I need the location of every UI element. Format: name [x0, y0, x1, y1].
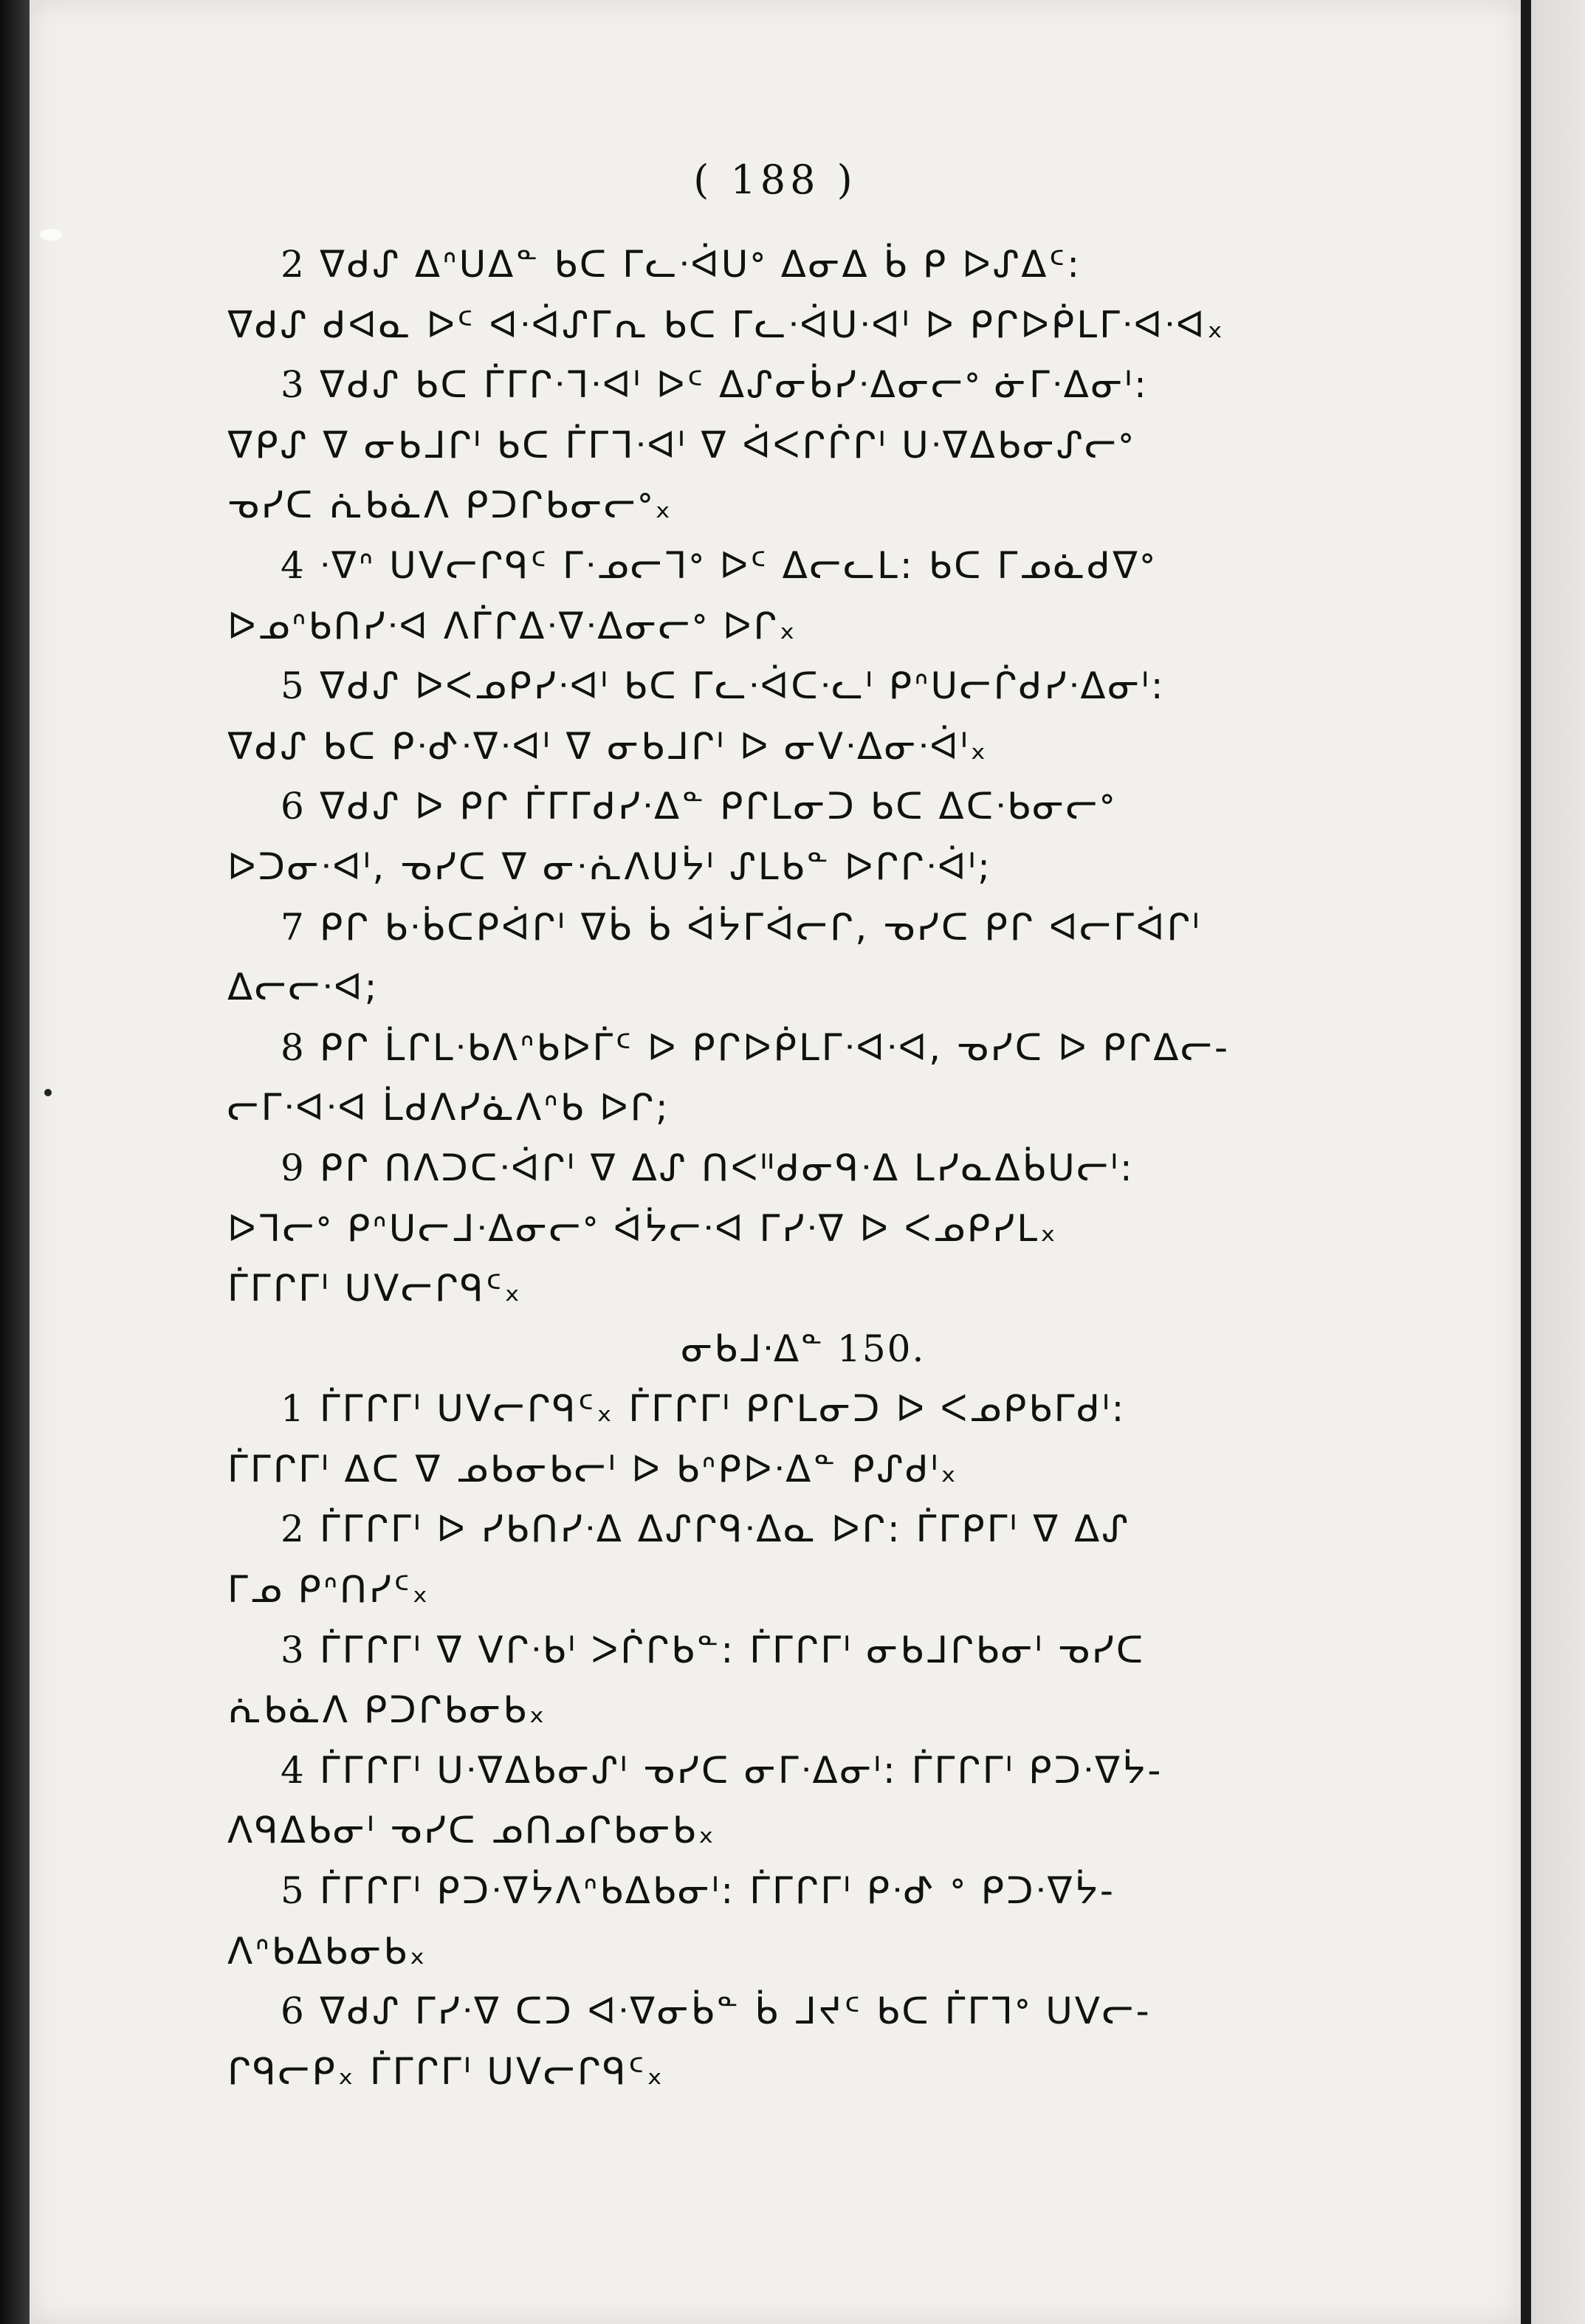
verse-text: ᒦᒥᒋᒥᑊ ᑭᑐᐧᐁᔮᐱᐢᑲᐃᑲᓂᑊ: ᒦᒥᒋᒥᑊ ᑭᐧᕷ ᐤ ᑭᑐᐧᐁᔮ- — [319, 1869, 1115, 1913]
text-line — [227, 717, 1379, 777]
text-line — [227, 235, 1379, 295]
verse-text: ᐃᓕᓕᐧᐊ; — [227, 966, 379, 1009]
text-line — [227, 1440, 1379, 1500]
verse-number: 8 — [281, 1025, 306, 1069]
verse-number: 3 — [281, 1628, 306, 1671]
text-line — [227, 1801, 1379, 1861]
text-line — [227, 1138, 1379, 1199]
next-page-edge — [1521, 0, 1585, 2324]
text-line — [227, 1018, 1379, 1079]
verse-text: ᐅᑐᓂᐧᐊᑊ, ᓀᓯᑕ ᐁ ᓂᐧᕇᐱᑌᔮᑊ ᔑᒪᑲᓐ ᐅᒋᒋᐧᐋᑊ; — [227, 845, 992, 888]
book-page — [30, 0, 1521, 2324]
text-line — [227, 536, 1379, 597]
verse-text: ᓀᓯᑕ ᕇᑲᓈᐱ ᑭᑐᒋᑲᓂᓕᐤₓ — [227, 484, 673, 527]
verse-number: 5 — [281, 664, 306, 708]
text-line — [227, 777, 1379, 837]
verse-number: 3 — [281, 363, 306, 407]
verse-text: ᑭᒋ ᑲᐧᑳᑕᑭᐋᒋᑊ ᐁᑳ ᑳ ᐋᔮᒥᐋᓕᒋ, ᓀᓯᑕ ᑭᒋ ᐊᓕᒥᐋᒋᑊ — [319, 905, 1202, 949]
verse-text: ᐱᐢᑲᐃᑲᓂᑲₓ — [227, 1929, 427, 1973]
page-number: ( 188 ) — [693, 157, 857, 203]
text-line — [227, 1981, 1379, 2042]
verse-text: ᑭᒋ ᑎᐱᑐᑕᐧᐋᒋᑊ ᐁ ᐃᔑ ᑎᐸᐦᑯᓂᑫᐧᐃ ᒪᓯᓇᐃᑳᑌᓕᑊ: — [319, 1146, 1135, 1189]
verse-text: ᐁᑯᔑ ᒥᓯᐧᐁ ᑕᑐ ᐊᐧᐁᓂᑳᓐ ᑳ ᒧᔪᑦ ᑲᑕ ᒦᒥᒣᐤ ᑌᐯᓕ- — [319, 1990, 1152, 2033]
verse-number: 2 — [281, 1507, 306, 1551]
verse-number: 9 — [281, 1146, 306, 1189]
verse-text: ᐁᑯᔑ ᐃᐢᑌᐃᓐ ᑲᑕ ᒥᓚᐧᐋᑌᐤ ᐃᓂᐃ ᑳ ᑭ ᐅᔑᐃᑦ: — [319, 243, 1082, 286]
ink-speck — [44, 1089, 52, 1096]
verse-text: ᒦᒥᒋᒥᑊ ᑌᐯᓕᒋᑫᑦₓ — [227, 1267, 523, 1310]
verse-text: ᐁᑭᔑ ᐁ ᓂᑲᒧᒋᑊ ᑲᑕ ᒦᒥᒣᐧᐊᑊ ᐁ ᐋᐸᒋᒌᒋᑊ ᑌᐧᐁᐃᑲᓂᔑᓕᐤ — [227, 423, 1135, 467]
text-line — [227, 475, 1379, 536]
verse-text: ᓂᑲᒧᐧᐃᓐ 150. — [681, 1327, 926, 1370]
text-line — [227, 295, 1379, 356]
verse-text: ᐁᑯᔑ ᐅᐸᓄᑭᓯᐧᐊᑊ ᑲᑕ ᒥᓚᐧᐋᑕᐧᓚᑊ ᑭᐢᑌᓕᒌᑯᓯᐧᐃᓂᑊ: — [319, 664, 1166, 708]
verse-text: ᒥᓄ ᑭᐢᑎᓯᑦₓ — [227, 1568, 430, 1612]
text-line — [227, 1199, 1379, 1259]
text-line — [227, 1259, 1379, 1319]
verse-text: ᐱᑫᐃᑲᓂᑊ ᓀᓯᑕ ᓄᑎᓄᒋᑲᓂᑲₓ — [227, 1809, 717, 1852]
text-line — [227, 1379, 1379, 1440]
text-line — [227, 1499, 1379, 1560]
verse-text: ᐁᑯᔑ ᑲᑕ ᒦᒥᒋᐧᒣᐧᐊᑊ ᐅᑦ ᐃᔑᓂᑳᓯᐧᐃᓂᓕᐤ ᓃᒥᐧᐃᓂᑊ: — [319, 363, 1149, 407]
verse-text: ᕇᑲᓈᐱ ᑭᑐᒋᑲᓂᑲₓ — [227, 1688, 547, 1732]
text-line — [227, 656, 1379, 717]
verse-text: ᒦᒥᒋᒥᑊ ᐅ ᓯᑲᑎᓯᐧᐃ ᐃᔑᒋᑫᐧᐃᓇ ᐅᒋ: ᒦᒥᑭᒥᑊ ᐁ ᐃᔑ — [319, 1507, 1130, 1551]
verse-number: 6 — [281, 1990, 306, 2033]
text-line — [227, 1922, 1379, 1982]
text-line — [227, 1741, 1379, 1801]
book-binding-shadow — [0, 0, 30, 2324]
verse-text: ᐁᑯᔑ ᐅ ᑭᒋ ᒦᒥᒥᑯᓯᐧᐃᓐ ᑭᒋᒪᓂᑐ ᑲᑕ ᐃᑕᐧᑲᓂᓕᐤ — [319, 785, 1117, 828]
text-line — [227, 416, 1379, 476]
verse-number: 2 — [281, 243, 306, 286]
paper-smudge — [40, 229, 62, 241]
text-line — [227, 355, 1379, 416]
verse-number: 6 — [281, 785, 306, 828]
text-line — [227, 1078, 1379, 1138]
verse-text: ᒦᒥᒋᒥᑊ ᑌᐧᐁᐃᑲᓂᔑᑊ ᓀᓯᑕ ᓂᒥᐧᐃᓂᑊ: ᒦᒥᒋᒥᑊ ᑭᑐᐧᐁᔮ- — [319, 1748, 1163, 1792]
text-line — [227, 1680, 1379, 1741]
text-line — [227, 1560, 1379, 1620]
verse-number: 5 — [281, 1869, 306, 1913]
verse-text: ᒦᒥᒋᒥᑊ ᑌᐯᓕᒋᑫᑦₓ ᒦᒥᒋᒥᑊ ᑭᒋᒪᓂᑐ ᐅ ᐸᓄᑭᑲᒥᑯᑊ: — [319, 1387, 1127, 1431]
text-line — [227, 1861, 1379, 1922]
verse-text: ᒋᑫᓕᑭₓ ᒦᒥᒋᒥᑊ ᑌᐯᓕᒋᑫᑦₓ — [227, 2049, 665, 2093]
verse-text: ᓕᒥᐧᐊᐧᐊ ᒫᑯᐱᓯᓈᐱᐢᑲ ᐅᒋ; — [227, 1086, 670, 1130]
text-line — [227, 1620, 1379, 1681]
verse-text: ᐁᑯᔑ ᑲᑕ ᑭᐧᕷᐧᐁᐧᐊᑊ ᐁ ᓂᑲᒧᒋᑊ ᐅ ᓂᐯᐧᐃᓂᐧᐋᑊₓ — [227, 724, 989, 768]
page-text — [227, 235, 1379, 2102]
verse-text: ᐅᓄᐢᑲᑎᓯᐧᐊ ᐱᒦᒋᐃᐧᐁᐧᐃᓂᓕᐤ ᐅᒋₓ — [227, 604, 798, 647]
verse-text: ᒦᒥᒋᒥᑊ ᐁ ᐯᒋᐧᑲᑊ ᐳᒌᒋᑲᓐ: ᒦᒥᒋᒥᑊ ᓂᑲᒧᒋᑲᓂᑊ ᓀᓯᑕ — [319, 1628, 1146, 1671]
verse-text: ᒦᒥᒋᒥᑊ ᐃᑕ ᐁ ᓄᑲᓂᑲᓕᑊ ᐅ ᑲᐢᑭᐅᐧᐃᓐ ᑭᔑᑯᑊₓ — [227, 1447, 959, 1491]
text-line — [227, 898, 1379, 958]
verse-text: ᑭᒋ ᒫᒋᒪᐧᑲᐱᐢᑲᐅᒦᑦ ᐅ ᑭᒋᐅᑮᒪᒥᐧᐊᐧᐊ, ᓀᓯᑕ ᐅ ᑭᒋᐃᓕ- — [319, 1025, 1231, 1069]
psalm-heading — [227, 1319, 1379, 1380]
verse-text: ᐁᑯᔑ ᑯᐊᓇ ᐅᑦ ᐊᐧᐋᔑᒥᕆ ᑲᑕ ᒥᓚᐧᐋᑌᐧᐊᑊ ᐅ ᑭᒋᐅᑮᒪᒥᐧᐊᐧᐊₓ — [227, 303, 1225, 346]
text-line — [227, 597, 1379, 657]
verse-text: ᐅᒣᓕᐤ ᑭᐢᑌᓕᒧᐧᐃᓂᓕᐤ ᐋᔮᓕᐧᐊ ᒥᓯᐧᐁ ᐅ ᐸᓄᑭᓯᒪₓ — [227, 1206, 1059, 1250]
text-line — [227, 958, 1379, 1018]
text-line — [227, 837, 1379, 898]
verse-number: 4 — [281, 1748, 306, 1792]
verse-text: ᐧᐁᐢ ᑌᐯᓕᒋᑫᑦ ᒥᐧᓄᓕᒣᐤ ᐅᑦ ᐃᓕᓚᒪ: ᑲᑕ ᒥᓄᓈᑯᐁᐤ — [319, 543, 1157, 587]
text-line — [227, 2042, 1379, 2103]
verse-number: 1 — [281, 1387, 306, 1431]
verse-number: 7 — [281, 905, 306, 949]
verse-number: 4 — [281, 543, 306, 587]
